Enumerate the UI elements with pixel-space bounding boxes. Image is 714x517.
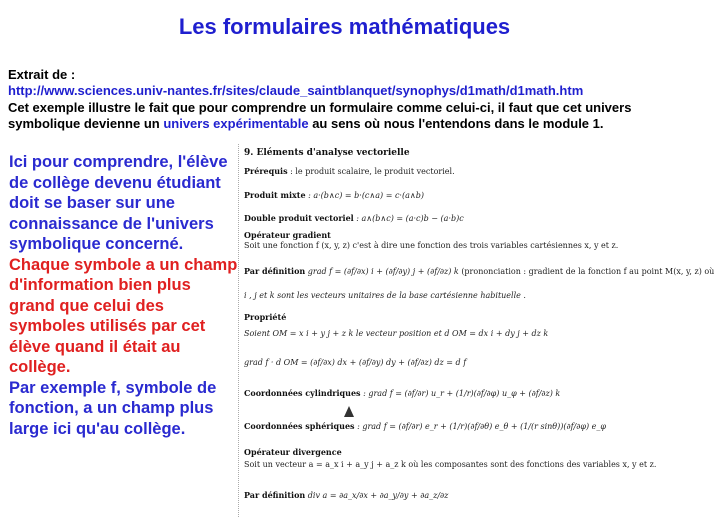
operateur-gradient-text: Soit une fonction f (x, y, z) c'est à dire une fonction des trois variables cartésiennes x, y et z. <box>244 241 619 250</box>
grad-pronunciation: (prononciation : gradient de la fonction f au point M(x, y, z) où <box>461 267 714 276</box>
div-formula: div a = ∂a_x/∂x + ∂a_y/∂y + ∂a_z/∂z <box>307 491 449 500</box>
grad-formula: grad f = (∂f/∂x) i + (∂f/∂y) j + (∂f/∂z) k <box>307 267 459 276</box>
produit-mixte-line <box>244 190 424 200</box>
produit-mixte-formula: : a·(b∧c) = b·(c∧a) = c·(a∧b) <box>308 191 424 200</box>
cylindrical-line <box>244 388 560 398</box>
divergence-label: Opérateur divergence <box>244 447 342 457</box>
page-title: Les formulaires mathématiques <box>178 14 511 39</box>
operateur-gradient-label: Opérateur gradient <box>244 230 331 240</box>
double-produit-formula: : a∧(b∧c) = (a·c)b − (a·b)c <box>356 214 464 223</box>
intro-highlight: univers expérimentable <box>163 116 309 132</box>
formula-document-image <box>238 144 714 517</box>
propriete-label: Propriété <box>244 312 287 322</box>
spherical-label: Coordonnées sphériques <box>244 421 355 431</box>
document-edge <box>238 144 240 517</box>
commentary-red: Chaque symbole a un champ d'information bien plus grand que celui des symboles utilisés par cet élève quand il était au collège. <box>9 255 238 376</box>
double-produit-line <box>244 213 464 223</box>
prerequis-line <box>244 166 455 176</box>
spherical-formula: : grad f = (∂f/∂r) e_r + (1/r)(∂f/∂θ) e_θ + (1/(r sinθ))(∂f/∂φ) e_φ <box>357 422 606 431</box>
produit-mixte-label: Produit mixte <box>244 190 306 200</box>
unit-vectors-line: i , j et k sont les vecteurs unitaires de la base cartésienne habituelle . <box>244 291 526 300</box>
spherical-line <box>244 421 606 431</box>
cylindrical-label: Coordonnées cylindriques <box>244 388 361 398</box>
propriete-text: Soient OM = x i + y j + z k le vecteur position et d OM = dx i + dy j + dz k <box>244 329 549 338</box>
commentary-blue-1: Ici pour comprendre, l'élève de collège devenu étudiant doit se baser sur une connaissance de l'univers symbolique concerné. <box>9 153 228 253</box>
section-title: 9. Eléments d'analyse vectorielle <box>244 148 410 158</box>
divergence-definition-line <box>244 490 448 500</box>
intro-text-after: au sens où nous l'entendons dans le module 1. <box>312 116 604 132</box>
source-url[interactable]: http://www.sciences.univ-nantes.fr/sites/claude_saintblanquet/synophys/d1math/d1math.htm <box>8 83 584 99</box>
cylindrical-formula: : grad f = (∂f/∂r) u_r + (1/r)(∂f/∂φ) u_φ + (∂f/∂z) k <box>363 389 561 398</box>
par-definition-label: Par définition <box>244 266 306 276</box>
div-par-definition-label: Par définition <box>244 490 306 500</box>
divergence-text: Soit un vecteur a = a_x i + a_y j + a_z k où les composantes sont des fonctions des variables x, y et z. <box>244 460 657 469</box>
extrait-label: Extrait de : <box>8 67 76 82</box>
intro-text-before: Cet exemple illustre le fait que pour comprendre un formulaire comme celui-ci, il faut que cet univers symbolique devienne un <box>8 99 632 132</box>
commentary-blue-2: Par exemple f, symbole de fonction, a un champ plus large ici qu'au collège. <box>9 378 217 438</box>
prerequis-label: Prérequis <box>244 166 288 176</box>
prerequis-text: : le produit scalaire, le produit vectoriel. <box>290 167 455 176</box>
commentary-block <box>9 152 241 439</box>
mouse-cursor-icon <box>344 406 354 417</box>
grad-dom-formula: grad f · d OM = (∂f/∂x) dx + (∂f/∂y) dy + (∂f/∂z) dz = d f <box>244 358 467 367</box>
intro-paragraph <box>8 100 684 133</box>
double-produit-label: Double produit vectoriel <box>244 213 354 223</box>
grad-definition-line <box>244 266 714 276</box>
intro-block <box>8 67 684 133</box>
